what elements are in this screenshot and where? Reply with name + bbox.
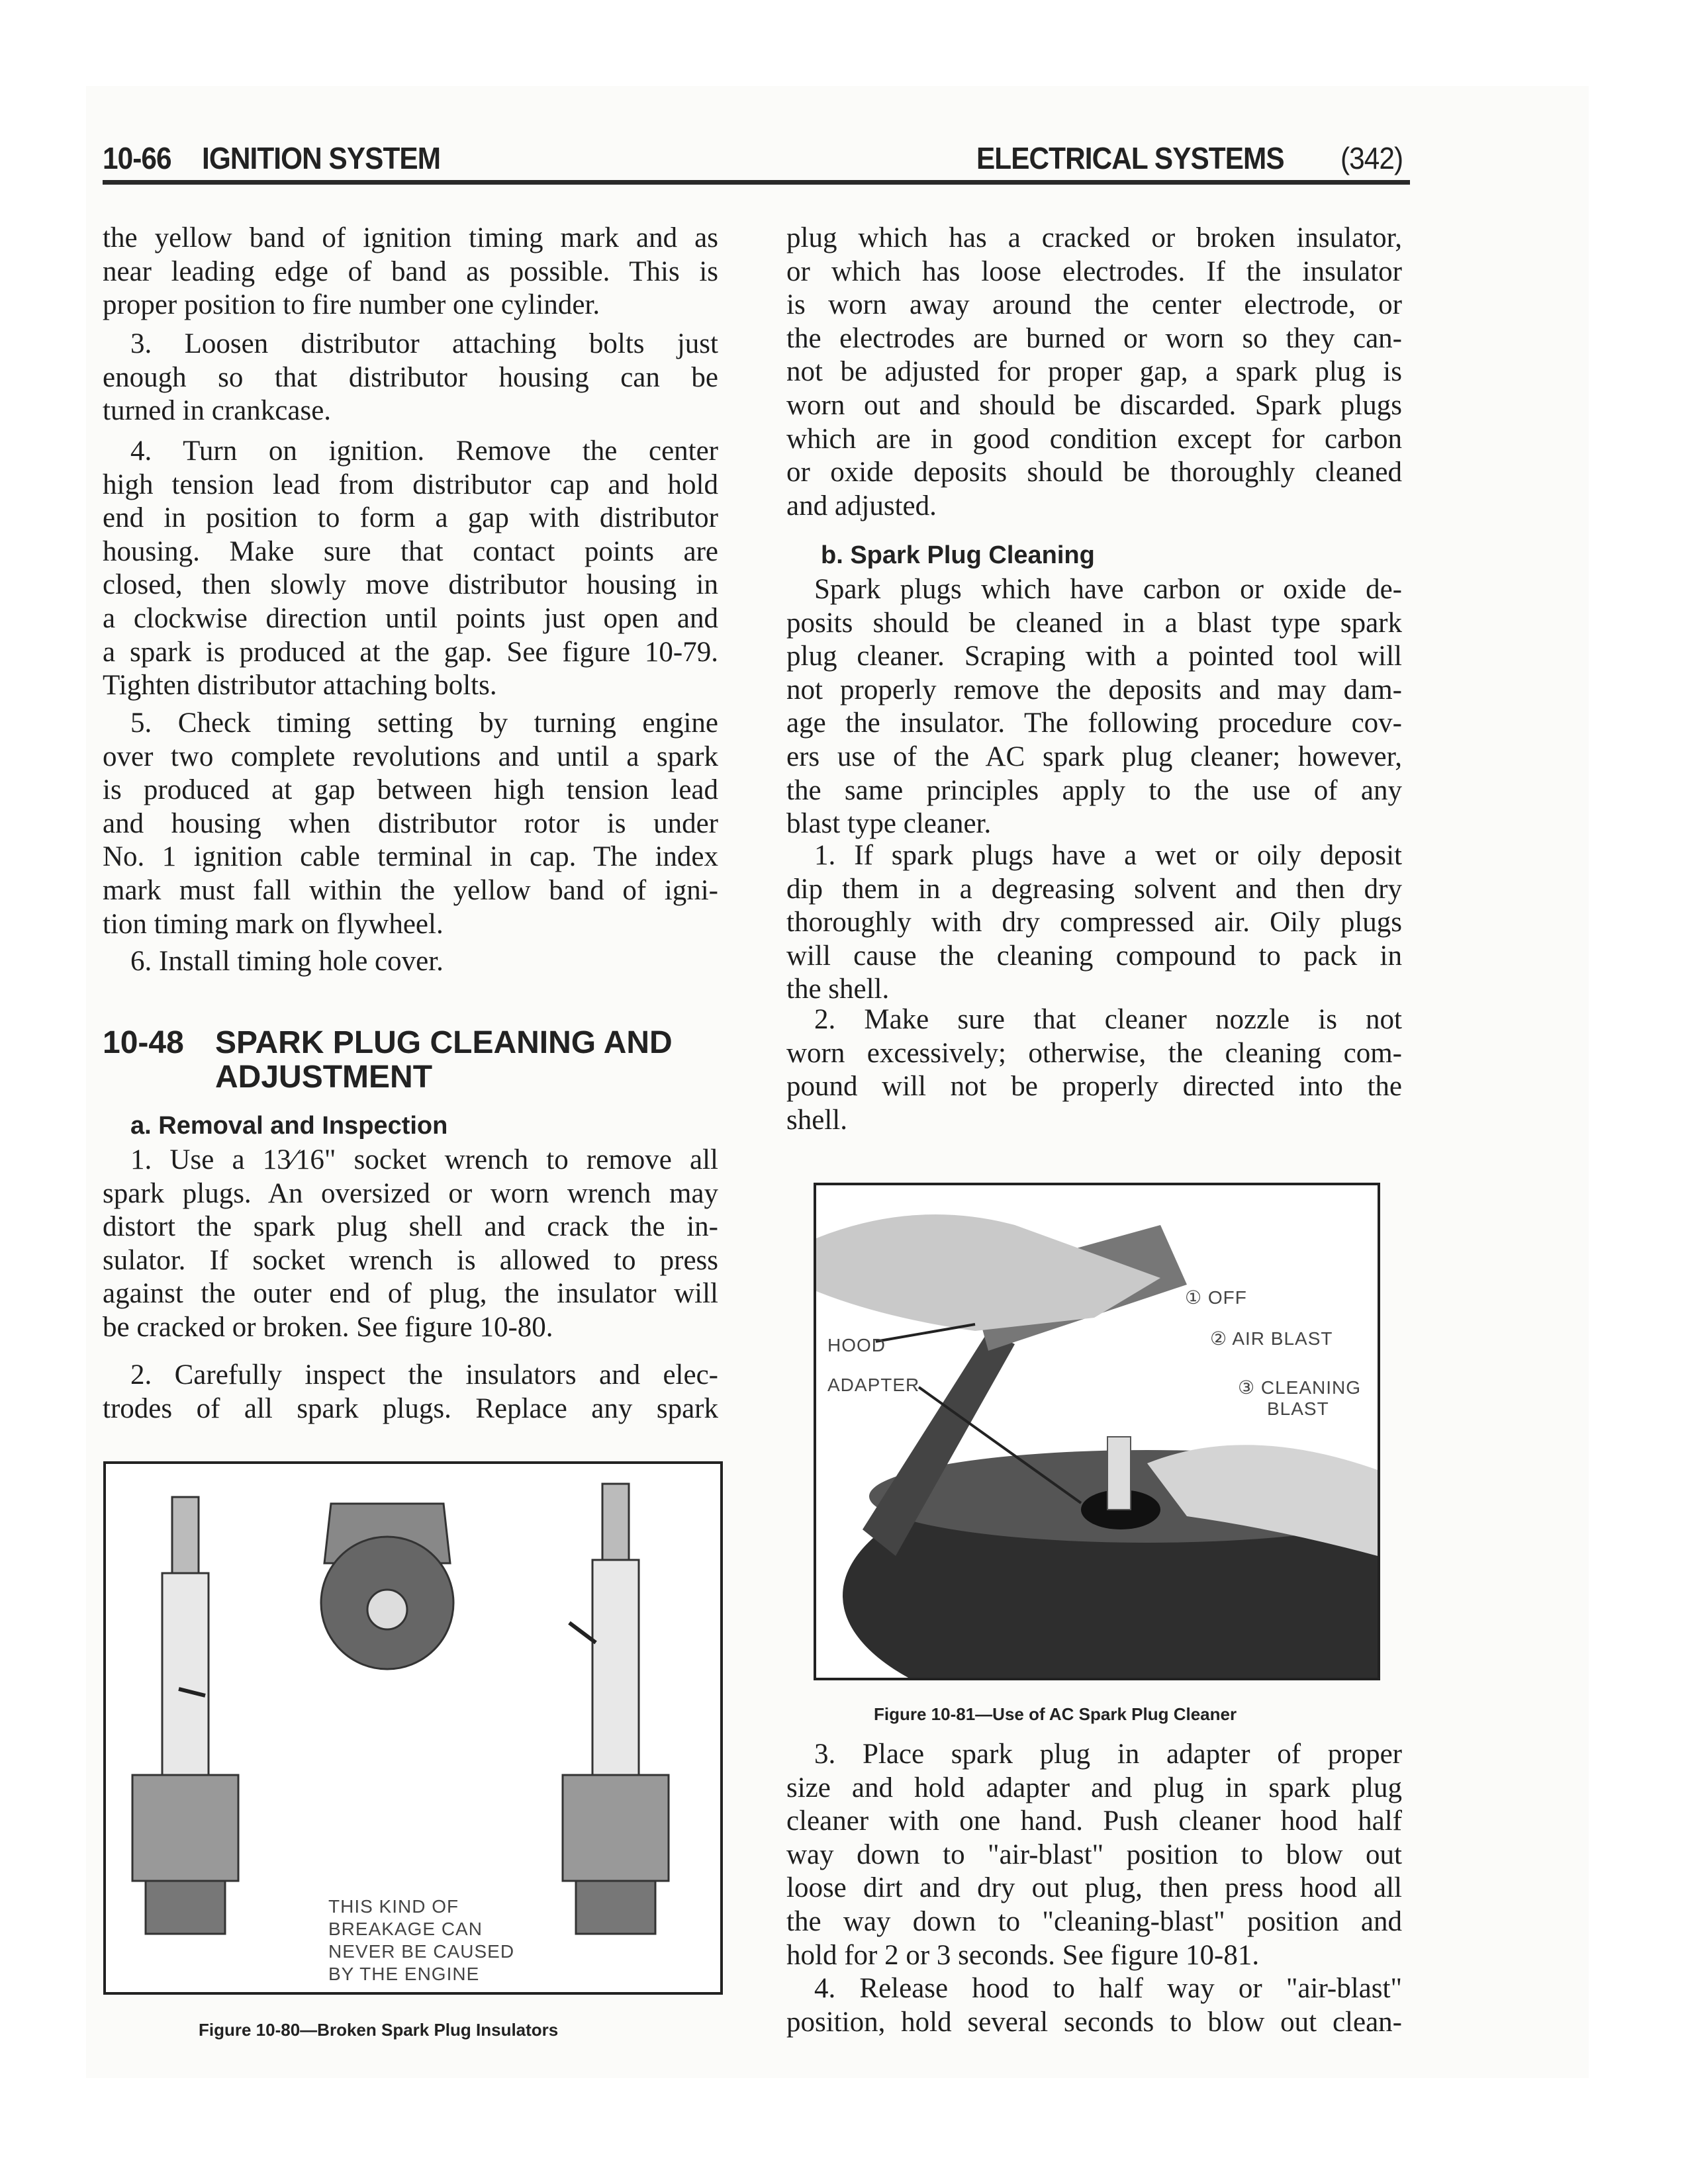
text-line: ers use of the AC spark plug cleaner; however, xyxy=(786,741,1402,772)
page-code: 10-66 xyxy=(103,141,171,175)
text-line: end in position to form a gap with distributor xyxy=(103,502,718,534)
text-line: position, hold several seconds to blow out clean- xyxy=(786,2006,1402,2038)
text-line: against the outer end of plug, the insulator will xyxy=(103,1278,718,1310)
subheading-removal-inspection: a. Removal and Inspection xyxy=(130,1112,448,1140)
text-line: worn excessively; otherwise, the cleaning com- xyxy=(786,1037,1402,1069)
header-rule xyxy=(103,180,1410,185)
text-line: be cracked or broken. See figure 10-80. xyxy=(103,1311,553,1343)
paragraph xyxy=(786,222,1402,523)
text-line: posits should be cleaned in a blast type spark xyxy=(786,607,1402,639)
text-line: sulator. If socket wrench is allowed to press xyxy=(103,1244,718,1276)
note-line: NEVER BE CAUSED xyxy=(328,1941,515,1962)
paragraph xyxy=(103,328,718,428)
text-line: the electrodes are burned or worn so they can- xyxy=(786,322,1402,354)
text-line: blast type cleaner. xyxy=(786,808,992,840)
text-line: 3. Loosen distributor attaching bolts just xyxy=(130,328,718,359)
text-line: enough so that distributor housing can be xyxy=(103,361,718,393)
paragraph xyxy=(103,1359,718,1426)
text-line: Spark plugs which have carbon or oxide de- xyxy=(814,574,1402,605)
chapter-title: ELECTRICAL SYSTEMS xyxy=(976,141,1284,175)
figure-note xyxy=(328,1895,514,1985)
text-line: a spark is produced at the gap. See figure 10-79. xyxy=(103,636,718,668)
label-cleaning-blast-2: BLAST xyxy=(1267,1398,1329,1419)
text-line: 2. Make sure that cleaner nozzle is not xyxy=(814,1004,1402,1035)
label-off: ① OFF xyxy=(1185,1287,1247,1308)
text-line: housing. Make sure that contact points are xyxy=(103,535,718,567)
text-line: proper position to fire number one cylinder. xyxy=(103,289,600,321)
label-adapter: ADAPTER xyxy=(827,1375,920,1395)
text-line: age the insulator. The following procedure cov- xyxy=(786,707,1402,739)
note-line: BREAKAGE CAN xyxy=(328,1919,483,1939)
text-line: 1. If spark plugs have a wet or oily deposit xyxy=(814,840,1402,871)
text-line: near leading edge of band as possible. This is xyxy=(103,255,718,287)
text-line: and adjusted. xyxy=(786,490,937,522)
text-line: and housing when distributor rotor is under xyxy=(103,807,718,839)
paragraph xyxy=(103,707,718,941)
text-line: dip them in a degreasing solvent and then dry xyxy=(786,873,1402,905)
figure-10-80-caption: Figure 10-80—Broken Spark Plug Insulators xyxy=(199,2020,559,2040)
text-line: hold for 2 or 3 seconds. See figure 10-81. xyxy=(786,1939,1260,1971)
text-line: 1. Use a 13⁄16" socket wrench to remove all xyxy=(130,1144,718,1175)
text-line: or oxide deposits should be thoroughly cleaned xyxy=(786,457,1402,488)
paragraph xyxy=(103,435,718,703)
text-line: turned in crankcase. xyxy=(103,395,332,427)
text-line: 5. Check timing setting by turning engine xyxy=(130,707,718,739)
note-line: BY THE ENGINE xyxy=(328,1964,480,1984)
text-line: 6. Install timing hole cover. xyxy=(130,946,444,977)
text-line: plug cleaner. Scraping with a pointed tool will xyxy=(786,641,1402,672)
note-line: THIS KIND OF xyxy=(328,1896,459,1917)
text-line: the way down to "cleaning-blast" position and xyxy=(786,1905,1402,1937)
text-line: over two complete revolutions and until a spark xyxy=(103,741,718,772)
text-line: 4. Turn on ignition. Remove the center xyxy=(130,435,718,467)
paragraph xyxy=(786,573,1402,841)
paragraph xyxy=(786,1972,1402,2039)
text-line: size and hold adapter and plug in spark plug xyxy=(786,1772,1402,1803)
text-line: thoroughly with dry compressed air. Oily plugs xyxy=(786,907,1402,938)
text-line: mark must fall within the yellow band of igni- xyxy=(103,874,718,906)
paragraph xyxy=(786,839,1402,1007)
text-line: closed, then slowly move distributor housing in xyxy=(103,569,718,601)
paragraph xyxy=(103,222,718,322)
text-line: is worn away around the center electrode, or xyxy=(786,289,1402,321)
text-line: will cause the cleaning compound to pack in xyxy=(786,940,1402,972)
text-line: is produced at gap between high tension lead xyxy=(103,774,718,806)
text-line: distort the spark plug shell and crack the in- xyxy=(103,1211,718,1243)
text-line: tion timing mark on flywheel. xyxy=(103,908,444,940)
text-line: which are in good condition except for carbon xyxy=(786,423,1402,455)
text-line: or which has loose electrodes. If the insulator xyxy=(786,255,1402,287)
label-hood: HOOD xyxy=(827,1335,886,1355)
subheading-spark-plug-cleaning: b. Spark Plug Cleaning xyxy=(821,541,1095,569)
text-line: Tighten distributor attaching bolts. xyxy=(103,670,497,702)
section-heading-line2: ADJUSTMENT xyxy=(215,1060,433,1095)
section-title: IGNITION SYSTEM xyxy=(202,141,441,175)
text-line: not properly remove the deposits and may dam- xyxy=(786,674,1402,705)
label-cleaning-blast: ③ CLEANING xyxy=(1238,1377,1362,1398)
text-line: way down to "air-blast" position to blow out xyxy=(786,1839,1402,1870)
text-line: the shell. xyxy=(786,974,890,1005)
figure-10-81-image xyxy=(814,1183,1380,1680)
figure-10-81-caption: Figure 10-81—Use of AC Spark Plug Cleaner xyxy=(874,1704,1237,1724)
text-line: shell. xyxy=(786,1104,847,1136)
text-line: plug which has a cracked or broken insulator, xyxy=(786,222,1402,253)
spark-plug-cleaner-illustration xyxy=(816,1185,1378,1678)
text-line: trodes of all spark plugs. Replace any spark xyxy=(103,1392,718,1424)
text-line: the same principles apply to the use of any xyxy=(786,774,1402,806)
text-line: worn out and should be discarded. Spark plugs xyxy=(786,389,1402,421)
text-line: spark plugs. An oversized or worn wrench may xyxy=(103,1177,718,1209)
paragraph xyxy=(103,1144,718,1345)
text-line: high tension lead from distributor cap and hold xyxy=(103,469,718,500)
text-line: No. 1 ignition cable terminal in cap. The index xyxy=(103,841,718,873)
text-line: cleaner with one hand. Push cleaner hood half xyxy=(786,1805,1402,1837)
text-line: 2. Carefully inspect the insulators and elec- xyxy=(130,1359,718,1390)
section-number: 10-48 xyxy=(103,1025,184,1060)
text-line: not be adjusted for proper gap, a spark plug is xyxy=(786,356,1402,388)
label-air-blast: ② AIR BLAST xyxy=(1210,1328,1333,1349)
text-line: 3. Place spark plug in adapter of proper xyxy=(814,1739,1402,1770)
text-line: 4. Release hood to half way or "air-blast" xyxy=(814,1973,1402,2004)
text-line: loose dirt and dry out plug, then press hood all xyxy=(786,1872,1402,1904)
text-line: the yellow band of ignition timing mark and as xyxy=(103,222,718,253)
paragraph xyxy=(103,945,718,979)
page-number: (342) xyxy=(1340,141,1403,175)
text-line: pound will not be properly directed into the xyxy=(786,1071,1402,1103)
paragraph xyxy=(786,1738,1402,1972)
text-line: a clockwise direction until points just open and xyxy=(103,602,718,634)
paragraph xyxy=(786,1003,1402,1137)
section-heading-line1: SPARK PLUG CLEANING AND xyxy=(215,1025,673,1060)
